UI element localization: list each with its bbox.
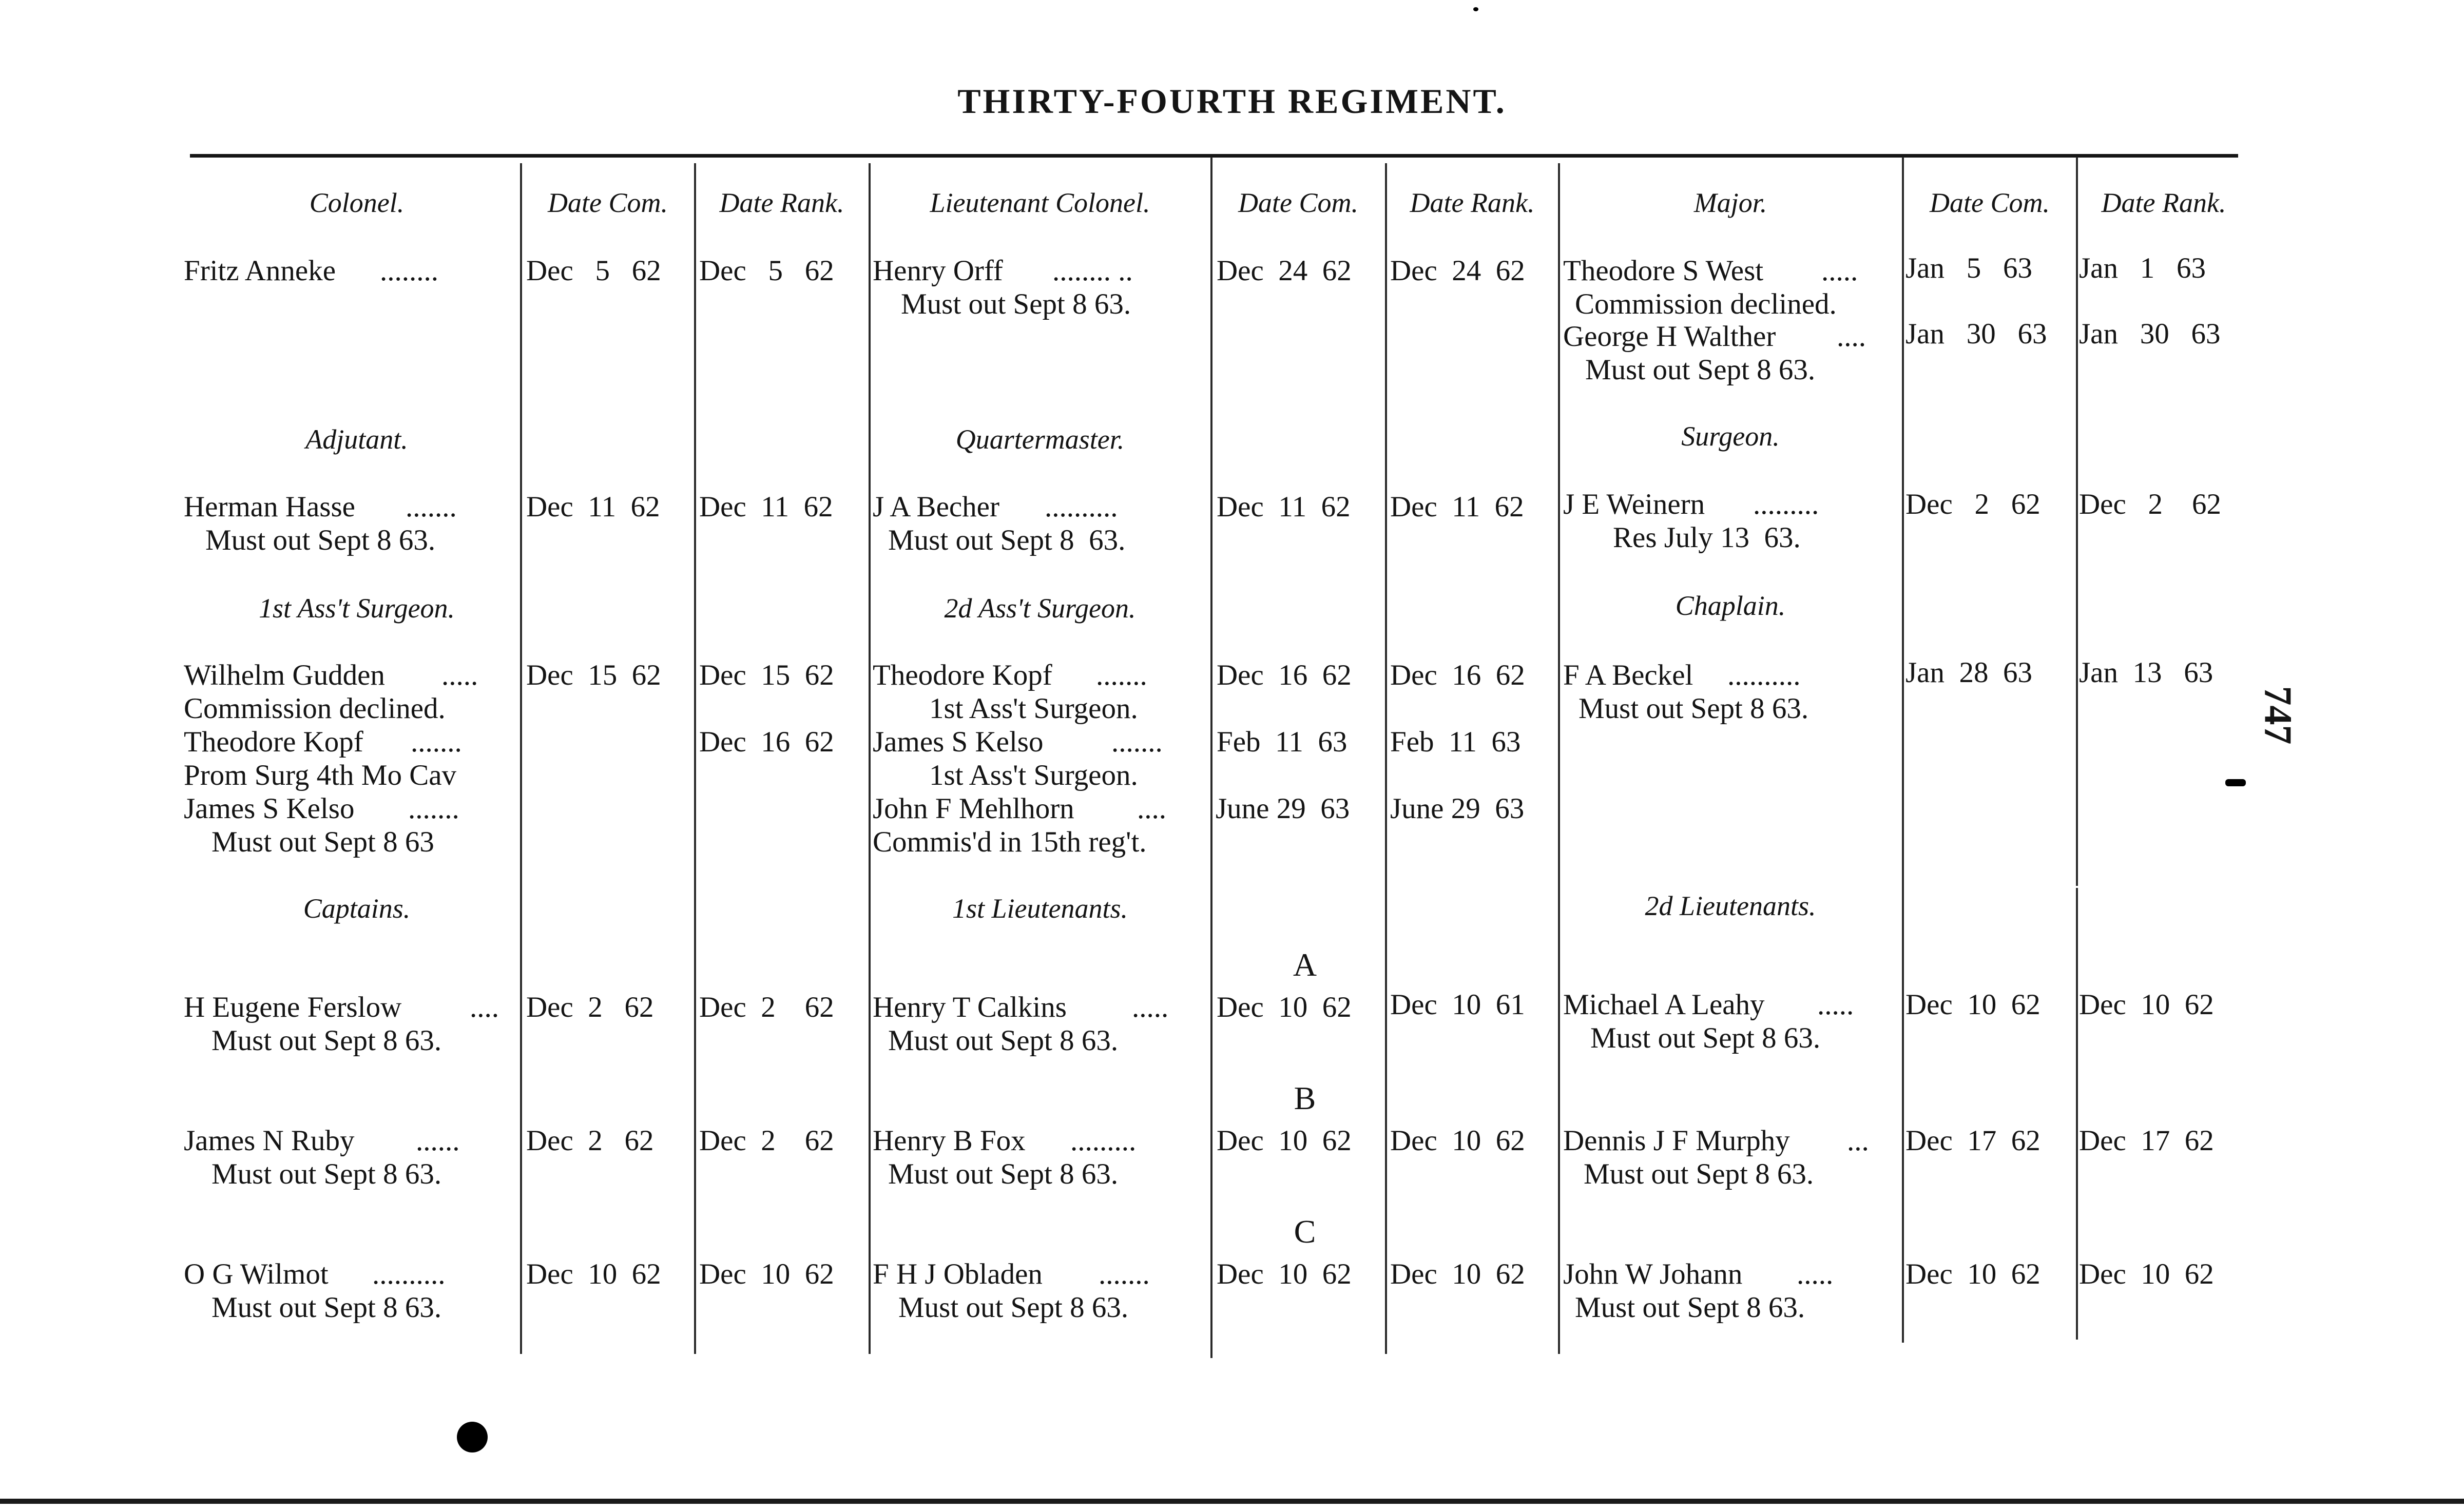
officer-name: H Eugene Ferslow [184,991,402,1023]
date-rank: Dec 11 62 [1390,491,1524,523]
date-commissioned: Feb 11 63 [1217,726,1348,758]
header-date-com: Date Com. [1930,187,2050,218]
date-rank: Dec 11 62 [699,491,833,523]
date-rank: Jan 1 63 [2079,252,2206,284]
leader-dots: ......... [1070,1125,1137,1157]
date-rank: Dec 5 62 [699,255,834,287]
officer-note: Must out Sept 8 63. [211,1024,442,1057]
officer-name: Henry Orff [873,255,1003,287]
date-commissioned: Jan 30 63 [1905,318,2047,350]
leader-dots: ........ .. [1052,255,1133,287]
leader-dots: ......... [1753,488,1819,520]
date-rank: Dec 2 62 [699,991,834,1023]
officer-note: Must out Sept 8 63. [205,524,436,556]
officer-note: Must out Sept 8 63. [1585,354,1816,386]
leader-dots: ..... [1817,989,1854,1021]
date-rank: Dec 24 62 [1390,255,1525,287]
date-commissioned: Dec 16 62 [1217,659,1352,691]
officer-note: Commis'd in 15th reg't. [873,826,1147,858]
officer-name: Henry T Calkins [873,991,1067,1023]
leader-dots: ....... [411,726,462,758]
header-date-rank: Date Rank. [1410,187,1535,218]
officer-name: John F Mehlhorn [873,792,1074,825]
leader-dots: ....... [1111,726,1163,758]
date-commissioned: Jan 5 63 [1905,252,2032,284]
officer-name: John W Johann [1563,1258,1743,1290]
officer-name: Wilhelm Gudden [184,659,385,691]
header-surgeon: Surgeon. [1681,421,1780,452]
date-commissioned: Dec 5 62 [526,255,661,287]
officer-name: James S Kelso [184,792,355,825]
date-commissioned: Dec 10 62 [1217,1125,1352,1157]
officer-note: Must out Sept 8 63. [1590,1022,1821,1054]
header-captains: Captains. [303,893,411,924]
leader-dots: ....... [1099,1258,1150,1290]
date-rank: Dec 10 62 [1390,1125,1525,1157]
officer-name: Fritz Anneke [184,255,336,287]
header-first-asst-surgeon: 1st Ass't Surgeon. [258,593,455,624]
column-divider [2076,888,2078,1340]
officer-name: James S Kelso [873,726,1044,758]
column-divider [2076,157,2078,886]
date-commissioned: June 29 63 [1216,792,1350,825]
officer-note: Must out Sept 8 63. [901,288,1131,320]
date-rank: Dec 16 62 [1390,659,1525,691]
date-rank: Dec 2 62 [699,1125,834,1157]
header-lieutenant-colonel: Lieutenant Colonel. [930,187,1150,218]
leader-dots: .... [1137,792,1166,825]
header-second-lieutenants: 2d Lieutenants. [1645,890,1816,921]
leader-dots: ....... [406,491,457,523]
date-rank: Jan 13 63 [2079,656,2213,689]
column-divider [694,163,696,1354]
date-rank: Dec 2 62 [2079,488,2222,520]
header-date-com: Date Com. [548,187,668,218]
date-rank: Dec 16 62 [699,726,834,758]
officer-name: Theodore Kopf [873,659,1052,691]
date-rank: Feb 11 63 [1390,726,1521,758]
officer-note: Must out Sept 8 63. [888,1024,1119,1057]
date-commissioned: Dec 2 62 [526,1125,654,1157]
date-rank: Dec 15 62 [699,659,834,691]
page-edge [0,1499,2464,1504]
date-commissioned: Dec 10 62 [1905,1258,2040,1290]
header-first-lieutenants: 1st Lieutenants. [952,893,1128,924]
officer-name: George H Walther [1563,320,1776,353]
date-commissioned: Dec 17 62 [1905,1125,2040,1157]
officer-note: Must out Sept 8 63. [1575,1291,1805,1324]
leader-dots: .......... [372,1258,446,1290]
officer-name: Dennis J F Murphy [1563,1125,1790,1157]
leader-dots: ........ [380,255,438,287]
officer-name: Michael A Leahy [1563,989,1765,1021]
date-rank: Dec 10 62 [699,1258,834,1290]
officer-note: Must out Sept 8 63. [1578,692,1809,725]
date-commissioned: Dec 24 62 [1217,255,1352,287]
ink-blot [457,1422,488,1452]
header-colonel: Colonel. [309,187,405,218]
officer-name: Herman Hasse [184,491,355,523]
officer-name: J E Weinern [1563,488,1705,520]
date-commissioned: Dec 2 62 [1905,488,2040,520]
company-label: B [1294,1080,1316,1116]
date-commissioned: Dec 11 62 [1217,491,1351,523]
leader-dots: ....... [1096,659,1147,691]
date-commissioned: Dec 10 62 [526,1258,661,1290]
company-label: A [1293,946,1317,983]
column-divider [1385,163,1387,1354]
ink-mark [2225,779,2246,786]
officer-name: Theodore Kopf [184,726,363,758]
officer-note: 1st Ass't Surgeon. [929,759,1138,791]
leader-dots: ..... [1797,1258,1834,1290]
date-commissioned: Dec 10 62 [1217,1258,1352,1290]
officer-name: J A Becher [873,491,999,523]
date-commissioned: Dec 10 62 [1217,991,1352,1023]
date-commissioned: Dec 2 62 [526,991,654,1023]
page-number: 747 [2256,686,2300,745]
company-label: C [1294,1213,1316,1250]
header-chaplain: Chaplain. [1675,590,1786,621]
header-date-rank: Date Rank. [719,187,844,218]
date-rank: Dec 10 62 [2079,1258,2214,1290]
leader-dots: .... [470,991,499,1023]
leader-dots: ....... [408,792,459,825]
date-rank: Dec 17 62 [2079,1125,2214,1157]
officer-note: Must out Sept 8 63. [888,1158,1119,1190]
officer-name: F H J Obladen [873,1258,1043,1290]
header-date-com: Date Com. [1238,187,1358,218]
leader-dots: ... [1847,1125,1869,1157]
officer-name: Theodore S West [1563,255,1764,287]
officer-name: James N Ruby [184,1125,355,1157]
column-divider [1210,157,1212,1358]
officer-name: Henry B Fox [873,1125,1026,1157]
date-commissioned: Dec 15 62 [526,659,661,691]
date-commissioned: Jan 28 63 [1905,656,2032,689]
officer-note: Must out Sept 8 63. [211,1291,442,1324]
header-second-asst-surgeon: 2d Ass't Surgeon. [944,593,1136,624]
leader-dots: ..... [1821,255,1858,287]
officer-note: Must out Sept 8 63. [888,524,1126,556]
leader-dots: .......... [1727,659,1801,691]
officer-note: Prom Surg 4th Mo Cav [184,759,457,791]
date-rank: Dec 10 61 [1390,989,1525,1021]
officer-note: 1st Ass't Surgeon. [929,692,1138,725]
column-divider [520,163,522,1354]
date-commissioned: Dec 11 62 [526,491,660,523]
header-major: Major. [1693,187,1767,218]
header-date-rank: Date Rank. [2101,187,2226,218]
leader-dots: ...... [416,1125,460,1157]
leader-dots: .... [1837,320,1866,353]
column-divider [869,163,871,1354]
ink-mark [1473,7,1478,11]
date-commissioned: Dec 10 62 [1905,989,2040,1021]
officer-note: Commission declined. [1575,288,1837,320]
date-rank: Jan 30 63 [2079,318,2221,350]
leader-dots: .......... [1045,491,1118,523]
header-adjutant: Adjutant. [305,424,408,455]
page-title: THIRTY-FOURTH REGIMENT. [957,82,1507,121]
leader-dots: ..... [441,659,478,691]
officer-note: Must out Sept 8 63. [898,1291,1129,1324]
officer-name: F A Beckel [1563,659,1693,691]
leader-dots: ..... [1132,991,1169,1023]
officer-note: Must out Sept 8 63. [211,1158,442,1190]
officer-note: Must out Sept 8 63. [1584,1158,1814,1190]
date-rank: Dec 10 62 [2079,989,2214,1021]
officer-note: Res July 13 63. [1613,521,1801,554]
date-rank: June 29 63 [1390,792,1525,825]
column-divider [1902,157,1904,1343]
date-rank: Dec 10 62 [1390,1258,1525,1290]
column-divider [1558,163,1560,1354]
officer-name: O G Wilmot [184,1258,329,1290]
title-rule [190,154,2238,158]
header-quartermaster: Quartermaster. [955,424,1125,455]
officer-note: Must out Sept 8 63 [211,826,434,858]
officer-note: Commission declined. [184,692,446,725]
